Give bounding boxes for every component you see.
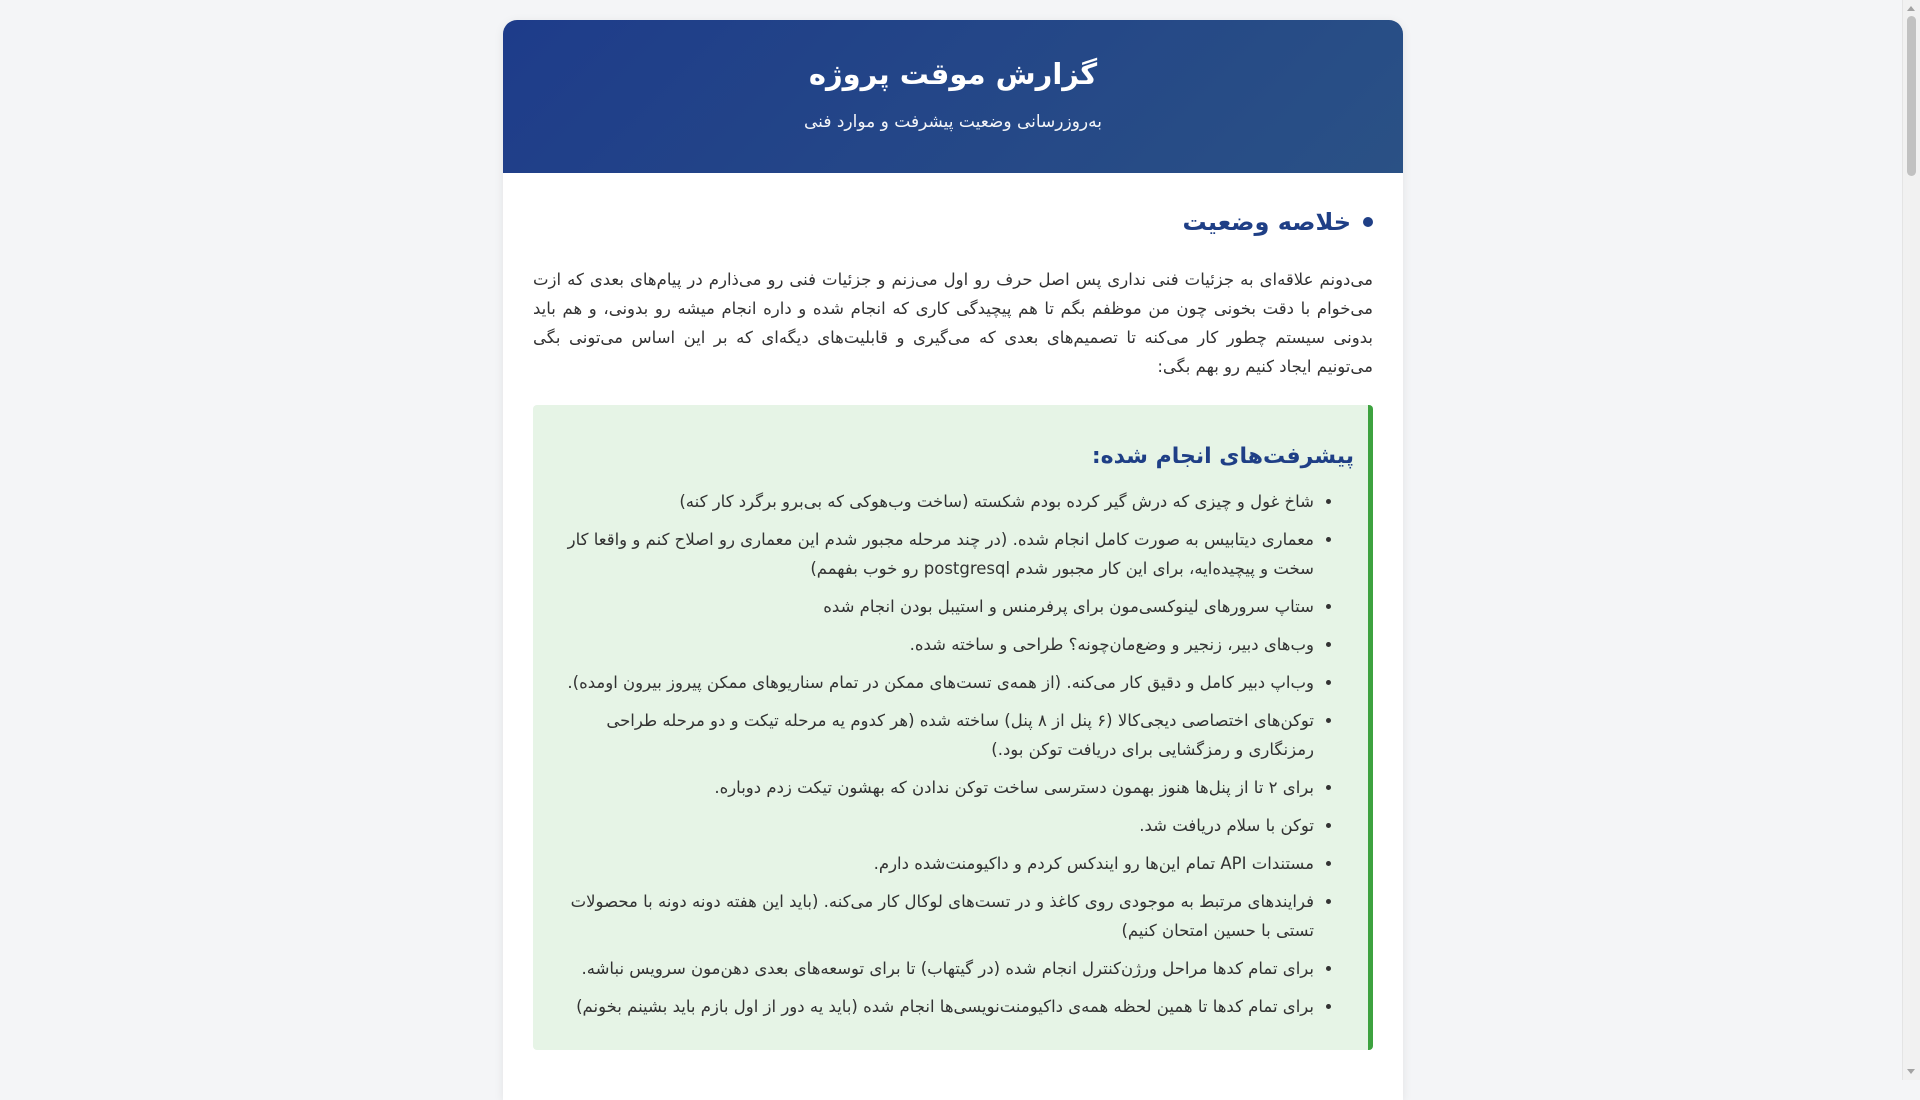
summary-intro: می‌دونم علاقه‌ای به جزئیات فنی نداری پس اصل حرف رو اول می‌زنم و جزئیات فنی رو می‌ذارم در پیام‌های بعدی که ازت می‌خوام با دقت بخونی چون من موظفم بگم تا هم پیچیدگی کاری که انجام شده و داره انجام میشه رو بدونی، و هم باید بدونی سیستم چطور کار می‌کنه تا تصمیم‌های بعدی که می‌گیری و قابلیت‌های دیگه‌ای که بر این اساس می‌تونی بگی می‌تونیم ایجاد کنیم رو بهم بگی: [533, 270, 1373, 376]
list-item: • توکن‌های اختصاصی دیجی‌کالا (۶ پنل از ۸ پنل) ساخته شده (هر کدوم یه مرحله تیکت و دو مرحله طراحی رمزنگاری و رمزگشایی برای دریافت توکن بود.) [553, 706, 1314, 764]
list-item: • برای تمام کدها مراحل ورژن‌کنترل انجام شده (در گیتهاب) تا برای توسعه‌های بعدی دهن‌مون سرویس نباشه. [553, 954, 1314, 983]
summary-title-text: خلاصه وضعیت [1182, 208, 1351, 236]
list-item: • برای ۲ تا از پنل‌ها هنوز بهمون دسترسی ساخت توکن ندادن که بهشون تیکت زدم دوباره. [553, 773, 1314, 802]
list-item: • فرایندهای مرتبط به موجودی روی کاغذ و در تست‌های لوکال کار می‌کنه. (باید این هفته دونه دونه با محصولات تستی با حسین امتحان کنیم) [553, 887, 1314, 945]
list-item: • وب‌اپ دبیر کامل و دقیق کار می‌کنه. (از همه‌ی تست‌های ممکن در تمام سناریوهای ممکن پیروز بیرون اومده). [553, 668, 1314, 697]
list-item: • معماری دیتابیس به صورت کامل انجام شده. (در چند مرحله مجبور شدم این معماری رو اصلاح کنم و واقعا کار سخت و پیچیده‌ایه، برای این کار مجبور شدم postgresql رو خوب بفهمم) [553, 525, 1314, 583]
list-item: • توکن با سلام دریافت شد. [553, 811, 1314, 840]
progress-list [553, 487, 1354, 1021]
list-item: • وب‌های دبیر، زنجیر و وضع‌مان‌چونه؟ طراحی و ساخته شده. [553, 630, 1314, 659]
report-card [503, 20, 1403, 1100]
scrollbar-thumb[interactable] [1907, 16, 1916, 176]
page-title: گزارش موقت پروژه [808, 57, 1098, 91]
page-scrollbar[interactable] [1902, 0, 1920, 1080]
bullet-dot-icon [1363, 217, 1373, 227]
list-item: • ستاپ سرورهای لینوکسی‌مون برای پرفرمنس و استیبل بودن انجام شده [553, 592, 1314, 621]
report-content [503, 173, 1403, 1050]
page-subtitle: به‌روزرسانی وضعیت پیشرفت و موارد فنی [804, 112, 1102, 132]
scroll-down-icon[interactable] [1907, 1069, 1915, 1074]
scroll-up-icon[interactable] [1907, 6, 1915, 11]
progress-title: پیشرفت‌های انجام شده: [1091, 444, 1354, 469]
progress-box [533, 405, 1373, 1050]
summary-section-title [533, 205, 1373, 239]
report-header [503, 20, 1403, 173]
list-item: • مستندات API تمام این‌ها رو ایندکس کردم و داکیومنت‌شده دارم. [553, 849, 1314, 878]
list-item: • شاخ غول و چیزی که درش گیر کرده بودم شکسته (ساخت وب‌هوکی که بی‌برو برگرد کار کنه) [553, 487, 1314, 516]
list-item: • برای تمام کدها تا همین لحظه همه‌ی داکیومنت‌نویسی‌ها انجام شده (باید یه دور از اول بازم باید بشینم بخونم) [553, 992, 1314, 1021]
